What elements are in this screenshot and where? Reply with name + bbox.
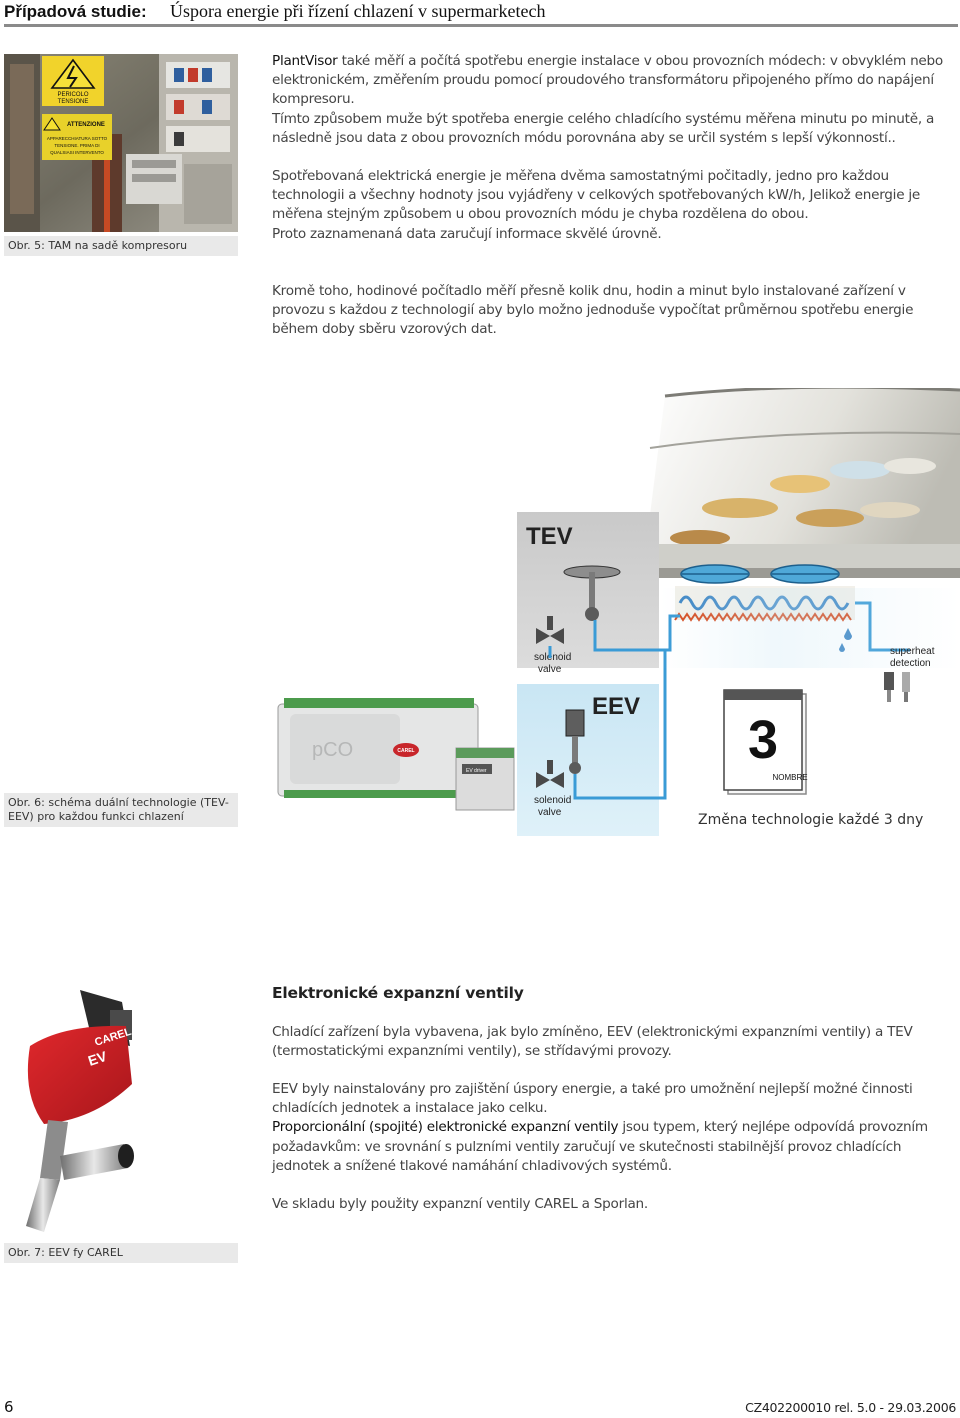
paragraph-proportional-rest: jsou typem, který nejlépe odpovídá provozním požadavkům: ve srovnání s pulzními ventily zaručují ve skutečnosti stabilnější provoz chladících jednotek a snížené tlakové namáhání chladivových systémů. [272, 1119, 928, 1174]
eev-valve-text: valve [538, 807, 562, 818]
fan-icon [771, 565, 839, 583]
paragraph-plantvisor [272, 52, 944, 148]
paragraph-energy-counters [272, 167, 944, 244]
figure6-caption-text: schéma duální technologie (TEV-EEV) pro každou funkci chlazení [8, 796, 229, 823]
paragraph-stock [272, 1195, 944, 1214]
fan-icon [681, 565, 749, 583]
sign2-line-2: TENSIONE. PRIMA DI [54, 143, 100, 148]
calendar-number: 3 [747, 710, 779, 770]
sign1-text-1: PERICOLO [57, 92, 89, 98]
paragraph-plantvisor-lead: PlantVisor [272, 53, 338, 69]
document-reference: CZ402200010 rel. 5.0 - 29.03.2006 [745, 1400, 956, 1415]
display-case-image [642, 388, 960, 578]
header-label: Případová studie: [4, 2, 147, 21]
valve-brand-text: CAREL [93, 1025, 133, 1049]
controller-brand-text: CAREL [397, 748, 415, 754]
technology-change-text: Změna technologie každé 3 dny [698, 812, 924, 828]
paragraph-plantvisor-rest: také měří a počítá spotřebu energie instalace v obou provozních módech: v obvyklém nebo elektronickém, změřením proudu pomocí proudového transformátoru připojeného přímo do napájení kompresoru. [272, 53, 943, 108]
figure5-caption [4, 236, 238, 256]
eev-valve-image [4, 984, 238, 1238]
paragraph-proportional-lead: Proporcionální (spojité) elektronické expanzní ventily [272, 1119, 619, 1136]
driver-module-text: EV driver [466, 768, 487, 774]
figure5-caption-text: TAM na sadě kompresoru [48, 239, 188, 252]
paragraph-stock-text: Ve skladu byly použity expanzní ventily CAREL a Sporlan. [272, 1196, 648, 1212]
sign2-line-1: APPARECCHIATURA SOTTO [46, 136, 108, 141]
tev-solenoid-text: solenoid [534, 652, 572, 663]
detection-text: detection [890, 658, 931, 669]
tev-valve-text: valve [538, 664, 562, 675]
header-title: Úspora energie při řízení chlazení v supermarketech [170, 1, 546, 21]
electrical-panel-image [4, 54, 238, 232]
valve-model-text: EV [85, 1047, 109, 1069]
carel-controller-image [278, 698, 514, 810]
figure7-caption-text: EEV fy CAREL [48, 1246, 123, 1259]
section-heading-eev: Elektronické expanzní ventily [272, 984, 524, 1002]
figure7-photo [4, 984, 238, 1238]
paragraph-equipment-text: Chladící zařízení byla vybavena, jak bylo zmíněno, EEV (elektronickými expanzními ventily) a TEV (termostatickými expanzními ventily), se střídavými provozy. [272, 1024, 913, 1060]
page-header [4, 0, 958, 27]
figure5-photo [4, 54, 238, 232]
paragraph-hour-counter-text: Kromě toho, hodinové počítadlo měří přesně kolik dnu, hodin a minut bylo instalované zařízení v provozu s každou z technologií aby bylo možno jednoduše vypočítat průměrnou spotřebu energie během doby sběru vzorových dat. [272, 283, 914, 338]
figure5-caption-num: Obr. 5: [8, 239, 45, 252]
dual-technology-diagram [270, 388, 960, 840]
paragraph-eev-install-text: EEV byly nainstalovány pro zajištění úspory energie, a také pro umožnění nejlepší možné činnosti chladících jednotek a instalace jako celku. [272, 1081, 913, 1117]
figure6-caption [4, 793, 238, 827]
paragraph-measurement: Tímto způsobem muže být spotřeba energie celého chladícího systému měřena minutu po minutě, a následně jsou data z obou provozních módu porovnána aby se určil systém s lepší výkonností.. [272, 110, 935, 146]
figure6-diagram [270, 388, 960, 840]
tev-label: TEV [526, 523, 573, 550]
sign2-title: ATTENZIONE [67, 122, 105, 128]
pressure-sensor-icon [884, 672, 910, 702]
calendar-text: NOMBRE [772, 773, 808, 782]
paragraph-energy-counters-a: Spotřebovaná elektrická energie je měřena dvěma samostatnými počitadly, jedno pro každou technologii a všechny hodnoty jsou vyjádřeny v celkových spotřebovaných kW/h, Jelikož energie je měřena stejným způsobem u obou provozních módu je chyba rozdělena do obou. [272, 168, 921, 223]
superheat-text: superheat [890, 646, 935, 657]
paragraph-energy-counters-b: Proto zaznamenaná data zaručují informace skvělé úrovně. [272, 225, 662, 242]
eev-label: EEV [592, 693, 641, 720]
paragraph-equipment [272, 1023, 944, 1061]
paragraph-eev-install [272, 1080, 944, 1176]
page-number: 6 [4, 1398, 14, 1416]
paragraph-hour-counter [272, 282, 944, 340]
calendar-icon [724, 690, 808, 794]
sign1-text-2: TENSIONE [57, 99, 89, 105]
controller-model-text: pCO [312, 739, 354, 761]
figure7-caption-num: Obr. 7: [8, 1246, 45, 1259]
eev-solenoid-text: solenoid [534, 795, 572, 806]
sign2-line-3: QUALSIASI INTERVENTO [50, 150, 104, 155]
figure7-caption [4, 1243, 238, 1263]
figure6-caption-num: Obr. 6: [8, 796, 45, 809]
